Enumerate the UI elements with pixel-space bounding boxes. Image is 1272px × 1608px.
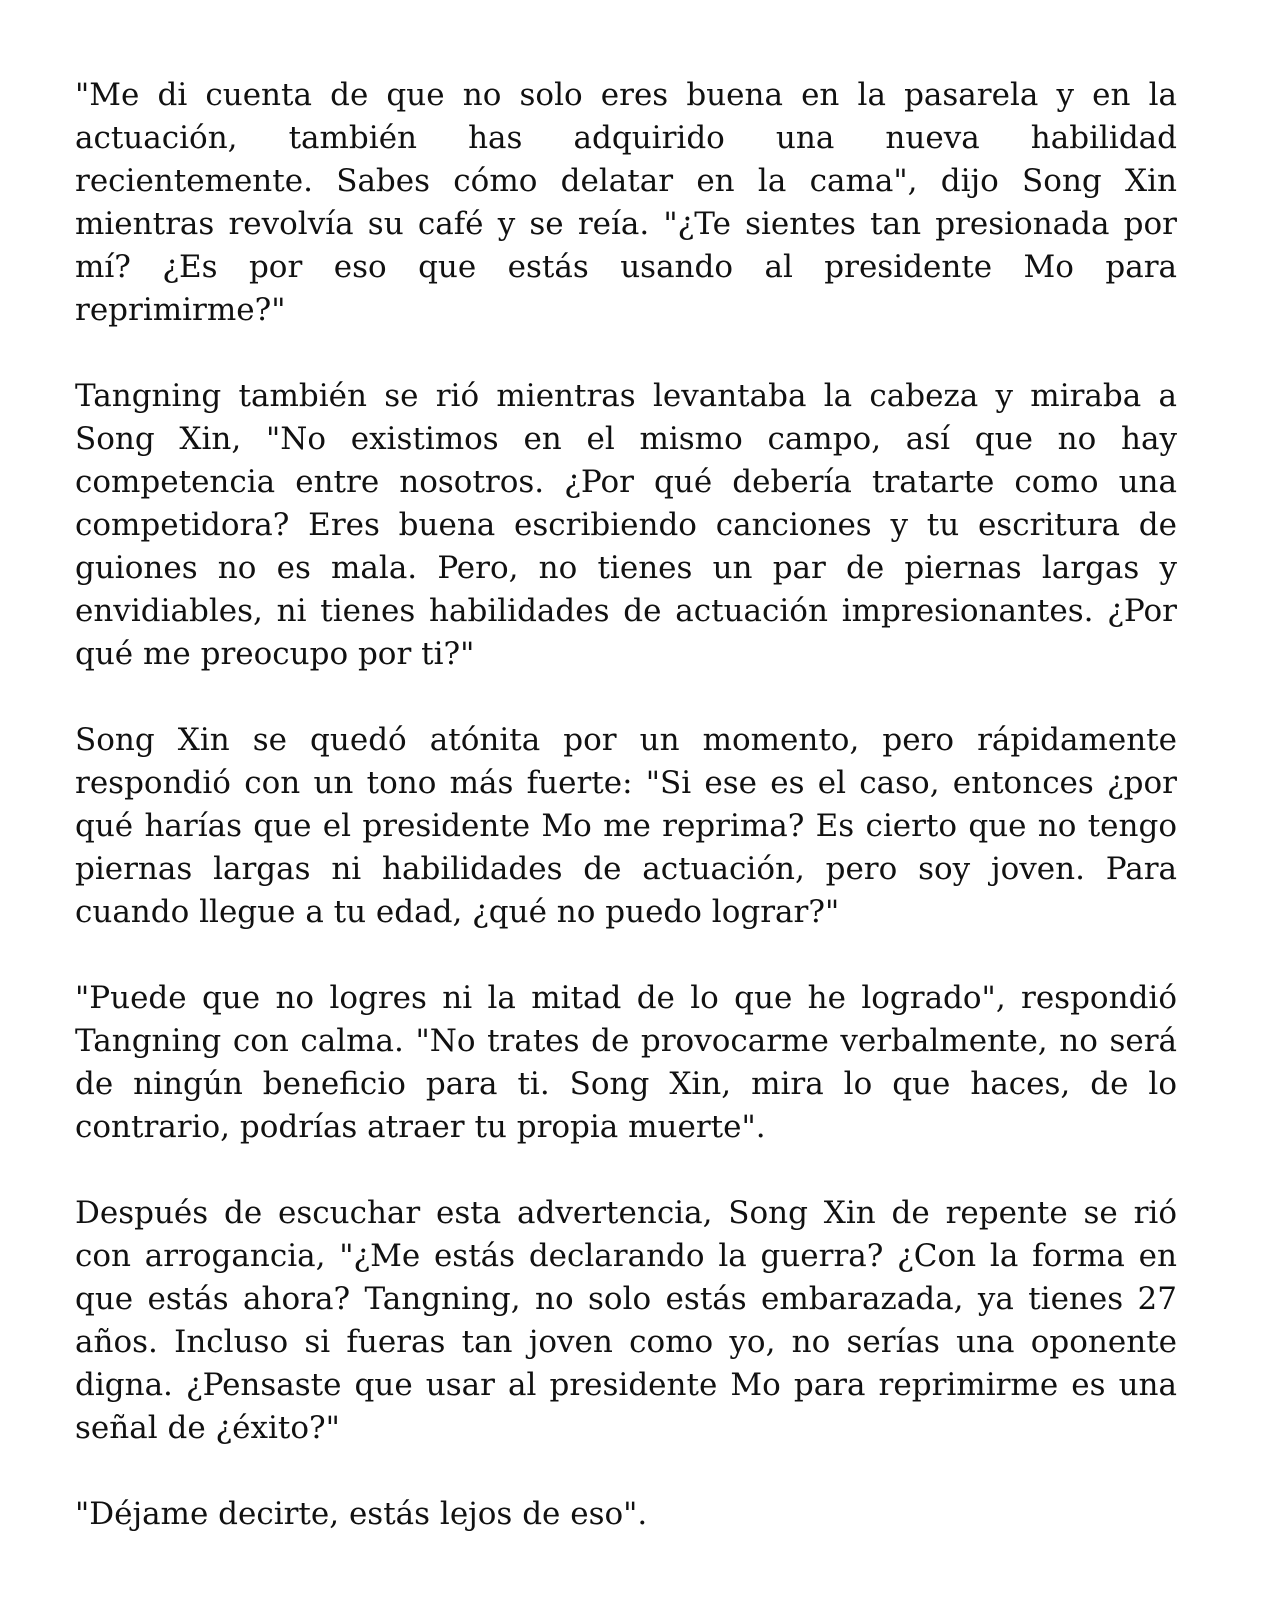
paragraph-2: Tangning también se rió mientras levantaba la cabeza y miraba a Song Xin, "No existimos en el mismo campo, así que no hay competencia entre nosotros. ¿Por qué debería tratarte como una competidora? Eres buena escribiendo canciones y tu escritura de guiones no es mala. Pero, no tienes un par de piernas largas y envidiables, ni tienes habilidades de actuación impresionantes. ¿Por qué me preocupo por ti?" [75, 378, 1177, 672]
paragraph-3: Song Xin se quedó atónita por un momento, pero rápidamente respondió con un tono más fuerte: "Si ese es el caso, entonces ¿por qué harías que el presidente Mo me reprima? Es cierto que no tengo piernas largas ni habilidades de actuación, pero soy joven. Para cuando llegue a tu edad, ¿qué no puedo lograr?" [75, 722, 1177, 930]
paragraph-1: "Me di cuenta de que no solo eres buena en la pasarela y en la actuación, también has adquirido una nueva habilidad recientemente. Sabes cómo delatar en la cama", dijo Song Xin mientras revolvía su café y se reía. "¿Te sientes tan presionada por mí? ¿Es por eso que estás usando al presidente Mo para reprimirme?" [75, 77, 1177, 328]
paragraph-6: "Déjame decirte, estás lejos de eso". [75, 1496, 648, 1532]
paragraph-4: "Puede que no logres ni la mitad de lo que he logrado", respondió Tangning con calma. "No trates de provocarme verbalmente, no será de ningún beneficio para ti. Song Xin, mira lo que haces, de lo contrario, podrías atraer tu propia muerte". [75, 980, 1177, 1145]
paragraph-5: Después de escuchar esta advertencia, Song Xin de repente se rió con arrogancia, "¿Me estás declarando la guerra? ¿Con la forma en que estás ahora? Tangning, no solo estás embarazada, ya tienes 27 años. Incluso si fueras tan joven como yo, no serías una oponente digna. ¿Pensaste que usar al presidente Mo para reprimirme es una señal de ¿éxito?" [75, 1195, 1177, 1446]
